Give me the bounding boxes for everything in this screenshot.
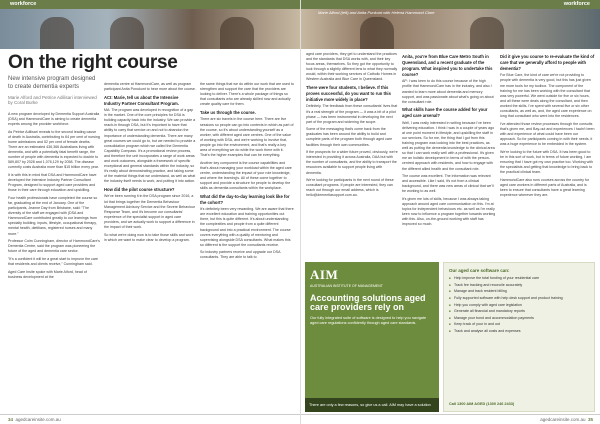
paragraph: We're looking to the future with DSA. It has been good to be in this sort of work, but in terms of future working, I am ensuring that I have got my own practice too. Working with the specialists and getting that knowledge to bring back to the practical clinical team. bbox=[500, 149, 594, 175]
article-column-3 bbox=[200, 82, 294, 263]
paragraph: Well, I was really interested in writing because I've been delivering education. I think I was in a couple of years ago at one point moment in lifestyle, and upskilling the staff in our services. So for me, the thing that I got from this training program was looking into the best practices, as well as putting the dementia knowledge to the clinical area so that I can work really well with a professional. It's given me an holistic development in terms of with the person-centred approach with residents, and how to engage with the different allied health and the consultant role. bbox=[402, 120, 495, 171]
article-column-6 bbox=[500, 52, 595, 201]
paragraph: If the prospects for a wider future proved, obviously, we're interested in providing it across Australia, DAA but with the number of consultants, and the ability to transport the resources available to support people living with dementia. bbox=[306, 150, 398, 175]
paragraph: AP: I was keen to do this course because of the high profile that HammondCare has in the industry, and also I wanted to learn more about dementia and memory support, and was passionate about what's going on about the consultant role. bbox=[402, 79, 494, 104]
paragraph: the same things that we do within our work that are used to strengthen and support the care that the providers are looking to deliver. There's a whole package of things so that consultants who are already skilled now and actually create quality care for them. bbox=[200, 82, 294, 107]
list-item: ■ Manage your bond and accommodation payments bbox=[449, 316, 589, 321]
paragraph: We're looking for participants in the next round of these consultant programs. If people are interested, they can reach out through our email address, which is hello@dementiasupport.com.au. bbox=[306, 178, 394, 198]
paragraph: Definitely. The feedback from these consultants' lives that it's a real strength of the program — it was a bit of a pilot phase — has been instrumental in developing the next part of the program and widening the scope. bbox=[306, 104, 398, 124]
list-item: ■ Help you comply with aged care legislation bbox=[449, 303, 589, 308]
list-item: ■ Help improve the total funding of your residential care bbox=[449, 276, 589, 281]
paragraph: So industry partners receive and upgrade our DSA consultants. They are able to talk to bbox=[200, 250, 281, 260]
question-heading: ACI: Marie, tell us about the Intensive Industry Partner Consultant Program. bbox=[104, 94, 179, 106]
paragraph: HammondCare also runs courses across the country for aged care workers in different parts of Australia, and is keen to ensure that consultants have a great learning experience wherever they are. bbox=[500, 177, 590, 197]
list-item: ■ Keep track of your in and out bbox=[449, 322, 589, 327]
page-number-left: 34 bbox=[8, 417, 14, 422]
publication-url-left[interactable]: agedcareinsite.com.au bbox=[15, 417, 61, 422]
paragraph: I've attended those review processes through the consults that's given me, and Bay-out and experiences I hadn't been with and experience of what could have been our approach. So for participants coming in with their needs, it was a huge experience to be embedded in the system. bbox=[500, 121, 595, 147]
paragraph: Some of the messaging that's come back from the graduates has been around the ability to build and complete parts of the program both through aged care facilities through their own communities. bbox=[306, 127, 393, 147]
ad-footer: There are only a few reasons, so give us a call. AIM may have a solution that's just right for you bbox=[305, 398, 439, 412]
aim-advertisement[interactable] bbox=[305, 262, 439, 421]
question-heading: Did it give you course to re-evaluate the kind of care that we generally afford to people with dementia? bbox=[500, 54, 595, 71]
photo-caption: Marie Alford (left) and Anita Punkunt with Helena Hammond Clare bbox=[318, 10, 435, 15]
aim-logo: AIM bbox=[310, 267, 339, 282]
paragraph: Another key component is the course capabilities and that's about managing your workload within the aged care centre, understanding the impact of your role knowledge, and where the learning's. All of these come together to support and provide a structure for people to develop the skills as dementia consultants within the workplace. bbox=[200, 160, 292, 191]
list-item: ■ Track fee tracking and reconcile accurately bbox=[449, 283, 589, 288]
paragraph: dementia centre at HammondCare, as well as program participant Anita Punukunt to hear more about the course. bbox=[104, 82, 196, 92]
paragraph: MA: The program was developed in recognition of a gap in the market. One of the core principles for DSA is building capacity back into the industry. We can provide a reach-in through DSA, but it's important to have that ability to carry that service on and not to abandon the importance of understanding dementia. There are many great courses we could go to, but we needed to provide a consolidation program which we called the Dementia Capability Compass. It's a promotional review process, and therefore the unit incorporates a range of work areas and work outcomes, alongside a framework of specific exceptional and general standards within the industry, so it's really about demonstrating practice, and taking some of the material things that we understand, as well as what the industry itself needs to work, and putting it into action. bbox=[104, 108, 196, 184]
paragraph: "It's a confident it will be a great start to improve the care that residents and clients receive," Cunningham said. bbox=[8, 256, 99, 267]
paragraph: So what we're doing now is to take those skills and work in which we want to make clear to develop a program. bbox=[104, 232, 194, 242]
paragraph: It's given me lots of skills, because I was always taking approach around aged care communication on this. I'm at topics for independent behaviours etc. as well as I'm really keen now to influence a program together towards working with this. Also, on-the-ground working with staff has improved so much. bbox=[402, 197, 496, 227]
paragraph: Professor Colm Cunningham, director of HammondCare's Dementia Centre, said the program was pioneering the future of the aged and dementia care sector. bbox=[8, 239, 100, 254]
question-heading: How did the pilot course structure? bbox=[104, 187, 175, 192]
article-column-5 bbox=[402, 52, 496, 230]
question-heading: Anita, you're from Blue Care Metro South in Queensland, and a recent graduate of the program. What inspired you to undertake this course? bbox=[402, 54, 493, 77]
question-heading: Take us through the course. bbox=[200, 109, 256, 115]
section-label-right: workforce bbox=[301, 0, 600, 9]
paragraph: We've been running it in the DSA program since 2016, a lot that brings together the Dementia Behaviour Management Advisory Service and the Severe Behaviour Response Team, and it's become our consultants' experience of the specialist support in aged care providers, and we actually work to support a difference in the impact of their work. bbox=[104, 194, 196, 230]
question-heading: There were four students, I believe. If this proves successful, do you want to run this initiative more widely in place? bbox=[306, 85, 391, 102]
page-number-right: 35 bbox=[587, 417, 593, 422]
article-column-2 bbox=[104, 82, 196, 245]
paragraph: There are six travels in the course here. There are live sessions so people can go into contexts in which as part of the course, so it's about understanding yourself as a worker, with different aged care centres. One of the value of working with DSA, and we're working to involve that, people go into the environment, and that's really a key area of everything we do while the work there with it. That's the higher examples that can be everything. bbox=[200, 117, 294, 158]
list-item: ■ Generate all financial and mandatory reports bbox=[449, 309, 589, 314]
paragraph: As Petrice Adilisari reveals to the second leading cause of death in Australia, contributing to 64 per cent of nursing home admissions and 52 per cent of female deaths. There are an estimated 436,366 Australians living with dementia, and with a potentially fatal benefit range, the number of people with dementia is expected to double to 589,807 by 2028 and 1,076,129 by 2058. The disease currently costs Australia more than $15 billion every year. bbox=[8, 129, 100, 170]
paragraph: aged care providers, they get to understand the practices and the standards that DSA works with, and their key focus areas, themselves. So they got the opportunity to look through a slightly different lens to what they normally would, within their working services of Catholic Homes in Western Australia and Blue Care in Queensland. bbox=[306, 52, 398, 82]
paragraph: Aged Care Insite spoke with Marie Alford, head of business development at the bbox=[8, 269, 87, 279]
paragraph: It is with this in mind that DSA and HammondCare have developed the Intensive Industry Partner Consultant Program, designed to support aged care providers and those in their care through education and upskilling. bbox=[8, 173, 97, 193]
paragraph: It's definitely been very rewarding. We are aware that there are excellent education and training opportunities out there, but this is quite different. It's about understanding the complexities and people from a quite different background and into a practical environment. The course covers everything with a quality of mentoring and supervising alongside DSA consultants. What makes this so different is the support the consultants receive. bbox=[200, 207, 294, 247]
left-footer bbox=[0, 414, 300, 424]
paragraph: The course was excellent. The information was relevant and accessible. Like I said, it's not from a clinical background, and there was new areas of clinical that we'll be working to as well. bbox=[402, 174, 494, 194]
list-item: ■ Manage and track resident billing bbox=[449, 289, 589, 294]
article-headline: On the right course bbox=[8, 52, 178, 73]
section-label-left: workforce bbox=[0, 0, 300, 9]
subhead-text: New intensive program designed to create dementia experts bbox=[8, 76, 96, 90]
contact-phone[interactable]: Call 1300 AIM AGED (1300 246 2433) bbox=[449, 402, 515, 406]
feature-list bbox=[449, 276, 589, 334]
article-column-1 bbox=[8, 112, 100, 282]
question-heading: What skills have the course added for your aged care arsenal? bbox=[402, 107, 488, 119]
article-subhead bbox=[8, 76, 98, 106]
aged-care-software-box bbox=[443, 262, 595, 412]
ad-headline: Accounting solutions aged care providers rely on bbox=[310, 293, 426, 313]
question-heading: What did the day-to-day learning look like for the cohort? bbox=[200, 193, 290, 205]
aim-logo-subtitle: AUSTRALIAN INSTITUTE OF MANAGEMENT bbox=[310, 284, 383, 288]
article-column-4 bbox=[306, 52, 398, 201]
paragraph: For Blue Care, the kind of care we're not providing to people with dementia is very good, but this has just given me more tools for my toolbox. The component of the training for me has been working with the consultant that was very powerful. We went outside for five or six hours, and all these were deals along the consultant, and then worked the skills. I've spent with several five or six other consultants, as well as, and, the aged care experience on long that consultant who went into the residences. bbox=[500, 73, 592, 119]
box-title: Our aged care software can: bbox=[449, 268, 510, 273]
byline: Marie Alford and Petrice Adilisari interviewed by Coral Burke bbox=[8, 94, 97, 106]
paragraph: Four health professionals have completed the course so far, graduating at the end of January. One of the participants, Jeanne Day from Brisbane, said: "The diversity of the staff we engaged with (DSA and HammondCare contributed greatly to our learnings from specialty building, inputs, lifestyle, occupational therapy, mental health, dietitians, registered nurses and many more." bbox=[8, 195, 98, 236]
list-item: ■ Fully supported software with help desk support and product training bbox=[449, 296, 589, 301]
ad-body: Our fully integrated suite of software is designed to help you navigate aged care regulations confidently through aged care standards. bbox=[310, 315, 427, 325]
publication-url-right[interactable]: agedcareinsite.com.au bbox=[540, 417, 586, 422]
list-item: ■ Track and analyse all costs and expenses bbox=[449, 329, 589, 334]
paragraph: A new program developed by Dementia Support Australia (DSA) and HammondCare is aiming to create dementia experts among the provider workforce. bbox=[8, 112, 100, 127]
